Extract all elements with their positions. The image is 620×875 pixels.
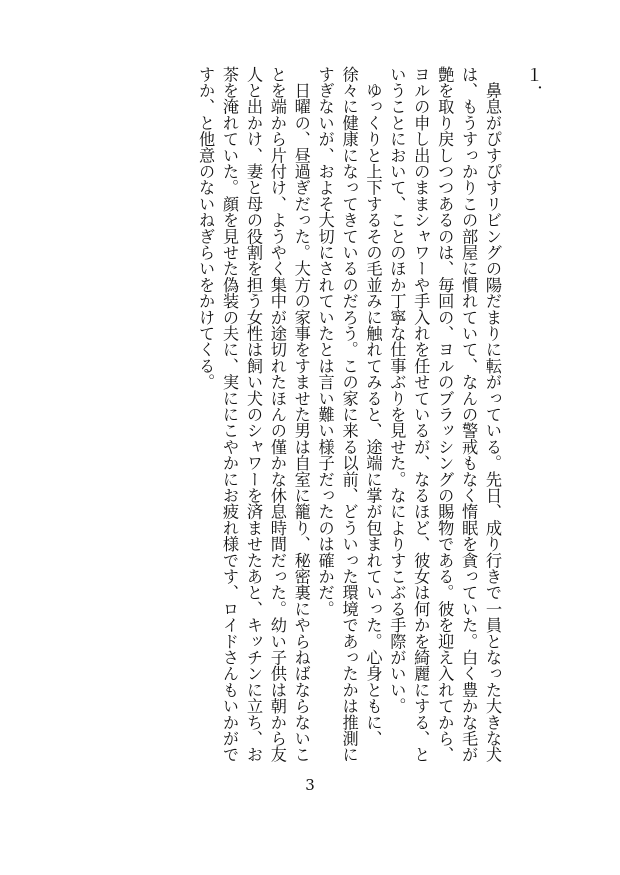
chapter-number: １． (522, 66, 542, 104)
paragraph-2: ゆっくりと上下するその毛並みに触れてみると、途端に掌が包まれていった。心身ともに、徐々に健康になってきているのだろう。この家に来る以前、どういった環境であったかは推測にすぎないが、およそ大切にされていたとは言い難い様子だったのは確かだ。 (315, 66, 383, 763)
page-number: 3 (305, 776, 315, 794)
paragraph-1: 鼻息がぴすぴすリビングの陽だまりに転がっている。先日、成り行きで一員となった大きな犬は、もうすっかりこの部屋に慣れていて、なんの警戒もなく惰眠を貪っていた。白く豊かな毛が艶を取り戻しつつあるのは、毎回の、ヨルのブラッシングの賜物である。彼を迎え入れてから、ヨルの申し出のままシャワーや手入れを任せているが、なるほど、彼女は何かを綺麗にする、ということにおいて、ことのほか丁寧な仕事ぶりを見せた。なによりすこぶる手際がいい。 (387, 66, 502, 763)
paragraph-3: 日曜の、昼過ぎだった。大方の家事をすませた男は自室に籠り、秘密裏にやらねばならないことを端から片付け、ようやく集中が途切れたほんの僅かな休息時間だった。幼い子供は朝から友人と出かけ、妻と母の役割を担う女性は飼い犬のシャワーを済ませたあと、キッチンに立ち、お茶を淹れていた。顔を見せた偽装の夫に、実ににこやかにお疲れ様です、ロイドさんもいかがですか、と他意のないねぎらいをかけてくる。 (196, 66, 311, 763)
body-text (193, 66, 504, 766)
